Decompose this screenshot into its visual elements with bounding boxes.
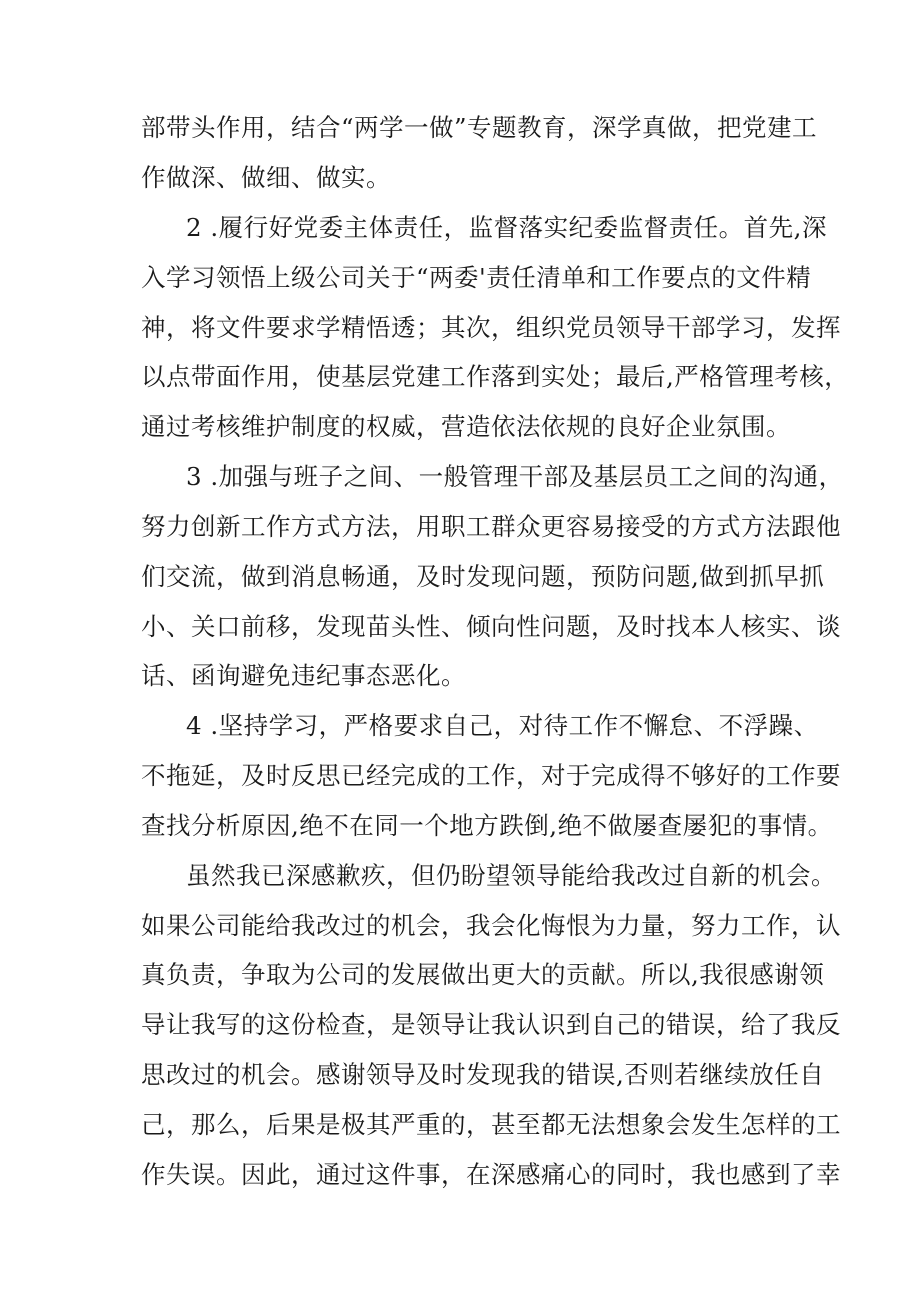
text-line: 3 .加强与班子之间、一般管理干部及基层员工之间的沟通， xyxy=(186,462,844,491)
text-line: 己，那么，后果是极其严重的，甚至都无法想象会发生怎样的工 xyxy=(141,1110,841,1139)
text-line: 不拖延，及时反思已经完成的工作，对于完成得不够好的工作要 xyxy=(141,761,841,790)
text-line: 神，将文件要求学精悟透；其次，组织党员领导干部学习，发挥 xyxy=(141,313,841,342)
text-line: 如果公司能给我改过的机会，我会化悔恨为力量，努力工作，认 xyxy=(141,911,841,940)
text-line: 部带头作用，结合“两学一做”专题教育，深学真做，把党建工 xyxy=(141,113,818,142)
text-line: 作失误。因此，通过这件事，在深感痛心的同时，我也感到了幸 xyxy=(141,1160,841,1189)
text-line: 话、函询避免违纪事态恶化。 xyxy=(141,661,466,690)
text-line: 导让我写的这份检查，是领导让我认识到自己的错误，给了我反 xyxy=(141,1010,841,1039)
text-line: 以点带面作用，使基层党建工作落到实处；最后,严格管理考核， xyxy=(141,362,850,391)
text-line: 4 .坚持学习，严格要求自己，对待工作不懈怠、不浮躁、 xyxy=(186,711,819,740)
text-line: 小、关口前移，发现苗头性、倾向性问题，及时找本人核实、谈 xyxy=(141,612,841,641)
text-line: 真负责，争取为公司的发展做出更大的贡献。所以,我很感谢领 xyxy=(141,960,825,989)
text-line: 作做深、做细、做实。 xyxy=(141,163,391,192)
text-line: 努力创新工作方式方法，用职工群众更容易接受的方式方法跟他 xyxy=(141,512,841,541)
text-line: 思改过的机会。感谢领导及时发现我的错误,否则若继续放任自 xyxy=(141,1060,825,1089)
text-line: 查找分析原因,绝不在同一个地方跌倒,绝不做屡查屡犯的事情。 xyxy=(141,811,833,840)
text-line: 们交流，做到消息畅通，及时发现问题，预防问题,做到抓早抓 xyxy=(141,562,825,591)
text-line: 通过考核维护制度的权威，营造依法依规的良好企业氛围。 xyxy=(141,412,791,441)
text-line: 2 .履行好党委主体责任，监督落实纪委监督责任。首先,深 xyxy=(186,213,827,242)
text-line: 虽然我已深感歉疚，但仍盼望领导能给我改过自新的机会。 xyxy=(186,861,836,890)
text-line: 入学习领悟上级公司关于“两委'责任清单和工作要点的文件精 xyxy=(141,263,812,292)
